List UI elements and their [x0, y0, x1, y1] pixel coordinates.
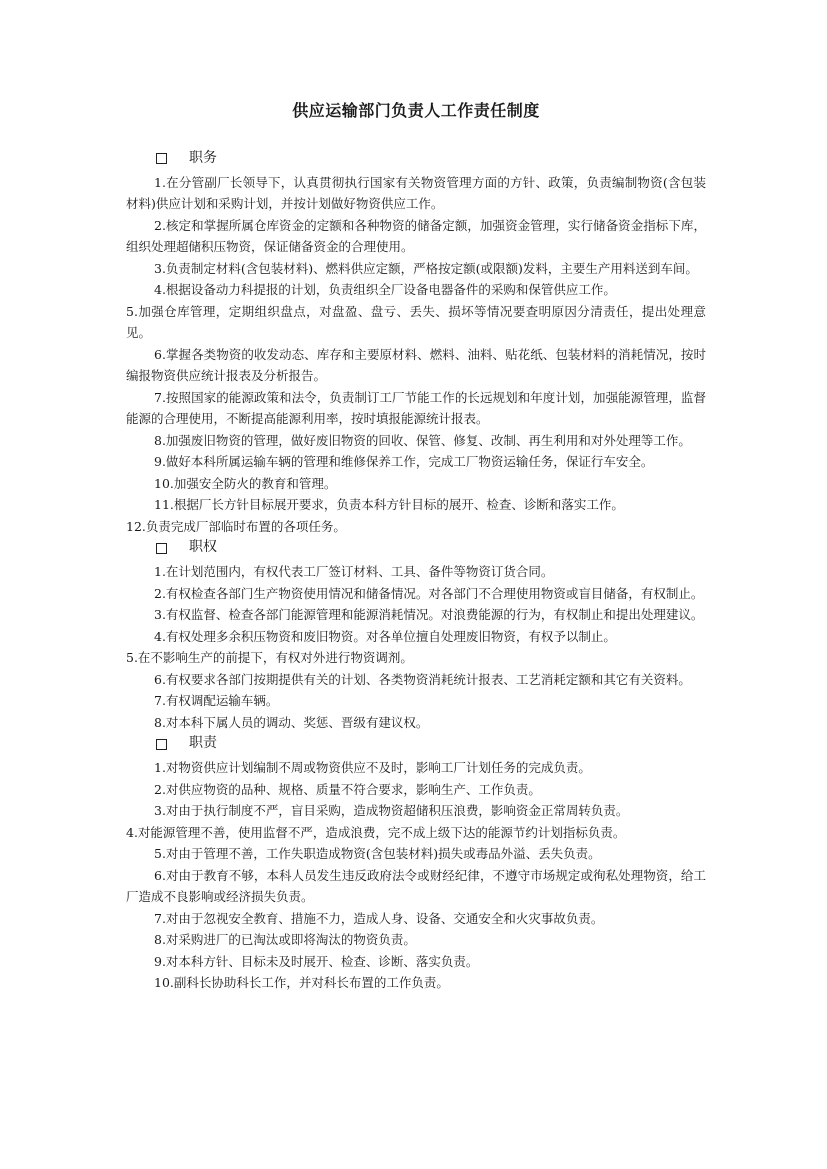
- list-item: 10.加强安全防火的教育和管理。: [154, 475, 337, 491]
- list-item: 6.对由于教育不够，本科人员发生违反政府法令或财经纪律，不遵守市场规定或徇私处理物资，给工厂造成不良影响或经济损失负责。: [126, 867, 706, 904]
- list-item: 8.对本科下属人员的调动、奖惩、晋级有建议权。: [154, 714, 429, 730]
- list-item: 9.对本科方针、目标未及时展开、检查、诊断、落实负责。: [154, 953, 479, 969]
- document-page: [126, 100, 706, 994]
- section-heading-label: 职务: [189, 149, 217, 166]
- checkbox-square-icon: [156, 543, 167, 554]
- list-item: 3.对由于执行制度不严，盲目采购，造成物资超储积压浪费，影响资金正常周转负责。: [154, 803, 629, 818]
- list-item: 4.有权处理多余积压物资和废旧物资。对各单位擅自处理废旧物资，有权予以制止。: [154, 628, 616, 644]
- list-item: 6.掌握各类物资的收发动态、库存和主要原材料、燃料、油料、贴花纸、包装材料的消耗情况，按时编报物资供应统计报表及分析报告。: [126, 346, 706, 383]
- list-item: 11.根据厂长方针目标展开要求，负责本科方针目标的展开、检查、诊断和落实工作。: [154, 497, 624, 512]
- list-item: 8.对采购进厂的已淘汰或即将淘汰的物资负责。: [154, 932, 416, 947]
- list-item: 1.对物资供应计划编制不周或物资供应不及时，影响工厂计划任务的完成负责。: [154, 760, 591, 775]
- checkbox-square-icon: [156, 739, 167, 750]
- list-item: 9.做好本科所属运输车辆的管理和维修保养工作，完成工厂物资运输任务，保证行车安全。: [154, 454, 654, 469]
- list-item: 7.对由于忽视安全教育、措施不力，造成人身、设备、交通安全和火灾事故负责。: [154, 910, 604, 926]
- list-item: 1.在计划范围内，有权代表工厂签订材料、工具、备件等物资订货合同。: [154, 564, 554, 579]
- list-item: 5.加强仓库管理，定期组织盘点，对盘盈、盘亏、丢失、损坏等情况要查明原因分清责任，提出处理意见。: [126, 303, 706, 340]
- list-item: 1.在分管副厂长领导下，认真贯彻执行国家有关物资管理方面的方针、政策，负责编制物资(含包装材料)供应计划和采购计划，并按计划做好物资供应工作。: [126, 174, 706, 211]
- list-item: 4.根据设备动力科提报的计划，负责组织全厂设备电器备件的采购和保管供应工作。: [154, 282, 616, 297]
- list-item: 2.核定和掌握所属仓库资金的定额和各种物资的储备定额，加强资金管理，实行储备资金指标下库，组织处理超储积压物资，保证储备资金的合理使用。: [126, 217, 706, 254]
- document-title: 供应运输部门负责人工作责任制度: [292, 101, 540, 120]
- list-item: 3.有权监督、检查各部门能源管理和能源消耗情况。对浪费能源的行为，有权制止和提出处理建议。: [154, 607, 704, 622]
- list-item: 8.加强废旧物资的管理，做好废旧物资的回收、保管、修复、改制、再生利用和对外处理等工作。: [154, 432, 691, 448]
- list-item: 2.有权检查各部门生产物资使用情况和储备情况。对各部门不合理使用物资或盲目储备，有权制止。: [154, 585, 704, 601]
- list-item: 6.有权要求各部门按期提供有关的计划、各类物资消耗统计报表、工艺消耗定额和其它有关资料。: [154, 671, 691, 687]
- list-item: 5.在不影响生产的前提下，有权对外进行物资调剂。: [126, 650, 413, 665]
- section-heading: [156, 733, 706, 755]
- list-item: 7.有权调配运输车辆。: [154, 693, 279, 708]
- list-item: 2.对供应物资的品种、规格、质量不符合要求，影响生产、工作负责。: [154, 781, 541, 797]
- list-item: 10.副科长协助科长工作，并对科长布置的工作负责。: [154, 975, 449, 990]
- list-item: 4.对能源管理不善，使用监督不严，造成浪费，完不成上级下达的能源节约计划指标负责。: [126, 824, 626, 840]
- list-item: 5.对由于管理不善，工作失职造成物资(含包装材料)损失或毒品外溢、丢失负责。: [154, 846, 601, 861]
- section-heading: [156, 537, 706, 559]
- section-heading: [156, 148, 706, 170]
- list-item: 7.按照国家的能源政策和法令，负责制订工厂节能工作的长远规划和年度计划，加强能源管理，监督能源的合理使用，不断提高能源利用率，按时填报能源统计报表。: [126, 389, 706, 426]
- section-heading-label: 职权: [189, 539, 217, 556]
- document-body: [126, 148, 706, 994]
- checkbox-square-icon: [156, 153, 167, 164]
- section-heading-label: 职责: [189, 735, 217, 752]
- list-item: 12.负责完成厂部临时布置的各项任务。: [126, 518, 346, 534]
- list-item: 3.负责制定材料(含包装材料)、燃料供应定额，严格按定额(或限额)发料，主要生产用料送到车间。: [154, 260, 698, 276]
